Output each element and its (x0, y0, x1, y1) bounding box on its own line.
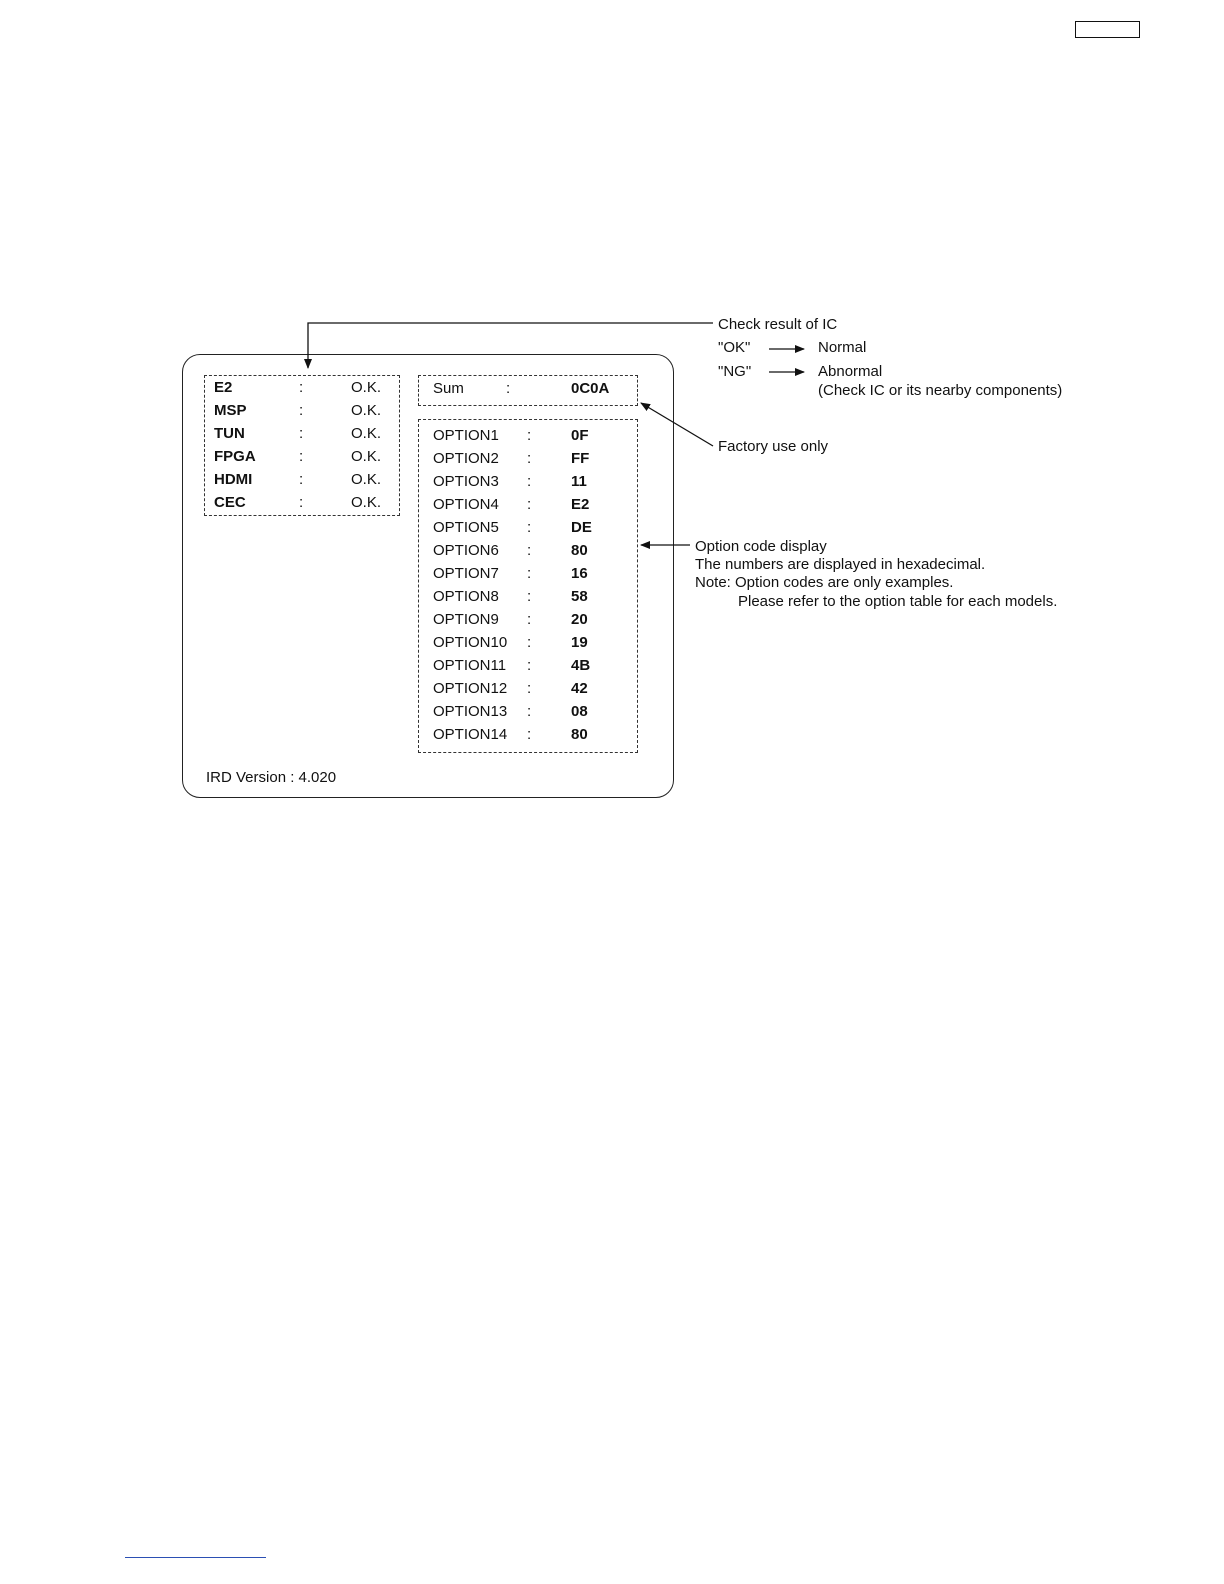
option-value: E2 (571, 496, 590, 513)
ic-result: O.K. (351, 425, 382, 442)
ic-result: O.K. (351, 379, 382, 396)
sum-separator: : (506, 380, 511, 397)
option-value: 20 (571, 611, 588, 628)
ng-note: (Check IC or its nearby components) (818, 382, 1063, 399)
ic-name: MSP (214, 402, 247, 419)
factory-arrow (641, 403, 713, 446)
option-label: OPTION9 (433, 611, 499, 628)
ic-result: O.K. (351, 471, 382, 488)
option-separator: : (527, 565, 532, 582)
ic-separator: : (299, 379, 304, 396)
ic-separator: : (299, 494, 304, 511)
option-separator: : (527, 726, 532, 743)
option-label: OPTION14 (433, 726, 508, 743)
ok-key: "OK" (718, 339, 751, 356)
option-value: 0F (571, 427, 589, 444)
option-value: DE (571, 519, 592, 536)
ic-result: O.K. (351, 402, 382, 419)
ic-separator: : (299, 471, 304, 488)
ic-result: O.K. (351, 448, 382, 465)
option-label: OPTION3 (433, 473, 499, 490)
option-separator: : (527, 542, 532, 559)
ic-name: E2 (214, 379, 233, 396)
option-label: OPTION10 (433, 634, 508, 651)
option-code-note: Note: Option codes are only examples. (695, 574, 954, 591)
option-label: OPTION2 (433, 450, 499, 467)
ic-name: FPGA (214, 448, 256, 465)
option-value: 19 (571, 634, 588, 651)
ng-key: "NG" (718, 363, 752, 380)
option-label: OPTION11 (433, 657, 507, 674)
option-value: 80 (571, 726, 588, 743)
option-label: OPTION8 (433, 588, 499, 605)
option-separator: : (527, 450, 532, 467)
option-value: 08 (571, 703, 588, 720)
option-code-refer: Please refer to the option table for each models. (738, 593, 1058, 610)
ic-separator: : (299, 402, 304, 419)
option-label: OPTION1 (433, 427, 499, 444)
option-separator: : (527, 496, 532, 513)
sum-label: Sum (433, 380, 464, 397)
option-value: FF (571, 450, 590, 467)
ic-name: HDMI (214, 471, 253, 488)
option-value: 11 (571, 473, 587, 490)
footer-link-line (125, 1557, 266, 1558)
ic-result: O.K. (351, 494, 382, 511)
ic-separator: : (299, 425, 304, 442)
ok-meaning: Normal (818, 339, 867, 356)
option-separator: : (527, 680, 532, 697)
factory-note: Factory use only (718, 438, 829, 455)
option-value: 4B (571, 657, 591, 674)
ng-meaning: Abnormal (818, 363, 883, 380)
option-value: 42 (571, 680, 588, 697)
option-separator: : (527, 657, 532, 674)
option-separator: : (527, 611, 532, 628)
option-separator: : (527, 427, 532, 444)
option-value: 16 (571, 565, 588, 582)
option-label: OPTION5 (433, 519, 499, 536)
option-separator: : (527, 519, 532, 536)
option-label: OPTION13 (433, 703, 508, 720)
check-result-arrow (308, 323, 713, 368)
ic-separator: : (299, 448, 304, 465)
check-result-title: Check result of IC (718, 316, 838, 333)
ic-name: TUN (214, 425, 245, 442)
option-label: OPTION12 (433, 680, 508, 697)
option-separator: : (527, 634, 532, 651)
option-separator: : (527, 588, 532, 605)
sum-value: 0C0A (571, 380, 610, 397)
option-separator: : (527, 473, 532, 490)
option-label: OPTION4 (433, 496, 499, 513)
option-label: OPTION7 (433, 565, 499, 582)
option-value: 58 (571, 588, 588, 605)
ird-version: IRD Version : 4.020 (206, 769, 337, 786)
option-value: 80 (571, 542, 588, 559)
ic-name: CEC (214, 494, 246, 511)
option-label: OPTION6 (433, 542, 499, 559)
option-code-line1: The numbers are displayed in hexadecimal. (695, 556, 986, 573)
option-separator: : (527, 703, 532, 720)
option-code-title: Option code display (695, 538, 827, 555)
